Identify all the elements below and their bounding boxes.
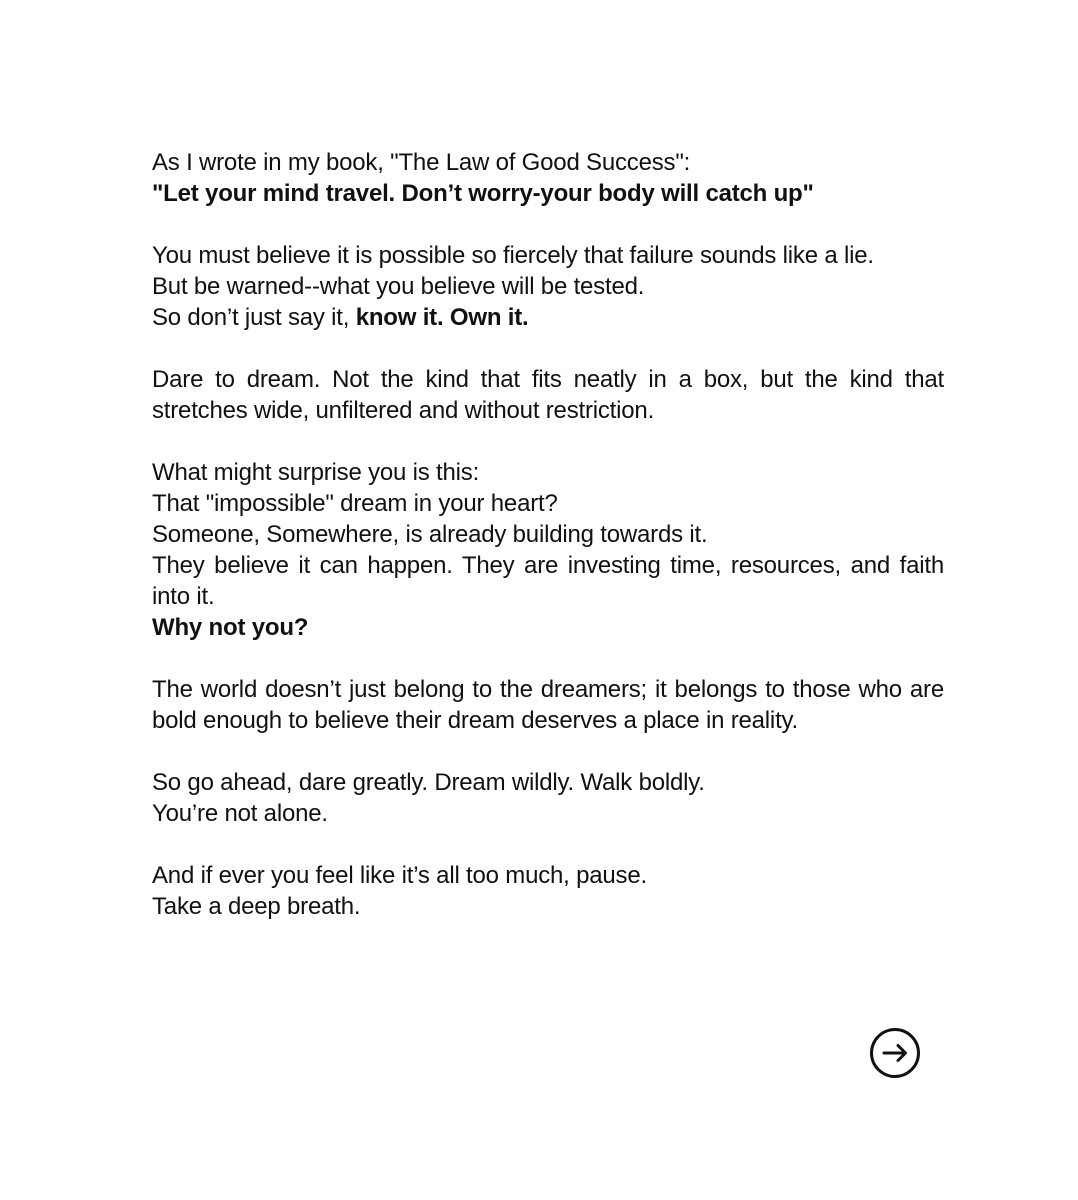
paragraph-surprise <box>152 457 944 643</box>
belief-line-1: You must believe it is possible so fiercely that failure sounds like a lie. <box>152 242 874 269</box>
arrow-right-circle-icon <box>869 1027 921 1079</box>
body-text <box>152 147 944 922</box>
intro-line: As I wrote in my book, "The Law of Good Success": <box>152 149 691 176</box>
belief-line-2: But be warned--what you believe will be tested. <box>152 273 645 300</box>
surprise-line-3: Someone, Somewhere, is already building towards it. <box>152 521 708 548</box>
go-ahead-line-1: So go ahead, dare greatly. Dream wildly. Walk boldly. <box>152 769 705 796</box>
paragraph-pause <box>152 860 944 922</box>
paragraph-intro <box>152 147 944 209</box>
paragraph-dare: Dare to dream. Not the kind that fits neatly in a box, but the kind that stretches wide, unfiltered and without restriction. <box>152 366 944 424</box>
paragraph-world: The world doesn’t just belong to the dreamers; it belongs to those who are bold enough to believe their dream deserves a place in reality. <box>152 676 944 734</box>
paragraph-belief <box>152 240 944 333</box>
surprise-line-2: That "impossible" dream in your heart? <box>152 490 558 517</box>
belief-line-3-plain: So don’t just say it, <box>152 304 356 331</box>
surprise-line-1: What might surprise you is this: <box>152 459 480 486</box>
why-not-you: Why not you? <box>152 614 309 641</box>
next-button[interactable] <box>869 1027 921 1079</box>
paragraph-go-ahead <box>152 767 944 829</box>
go-ahead-line-2: You’re not alone. <box>152 800 328 827</box>
pause-line-2: Take a deep breath. <box>152 893 361 920</box>
belief-line-3-bold: know it. Own it. <box>355 304 529 331</box>
surprise-line-4: They believe it can happen. They are investing time, resources, and faith into it. <box>152 552 944 610</box>
book-quote: "Let your mind travel. Don’t worry-your body will catch up" <box>152 180 814 207</box>
pause-line-1: And if ever you feel like it’s all too much, pause. <box>152 862 647 889</box>
belief-line-3 <box>152 302 944 333</box>
